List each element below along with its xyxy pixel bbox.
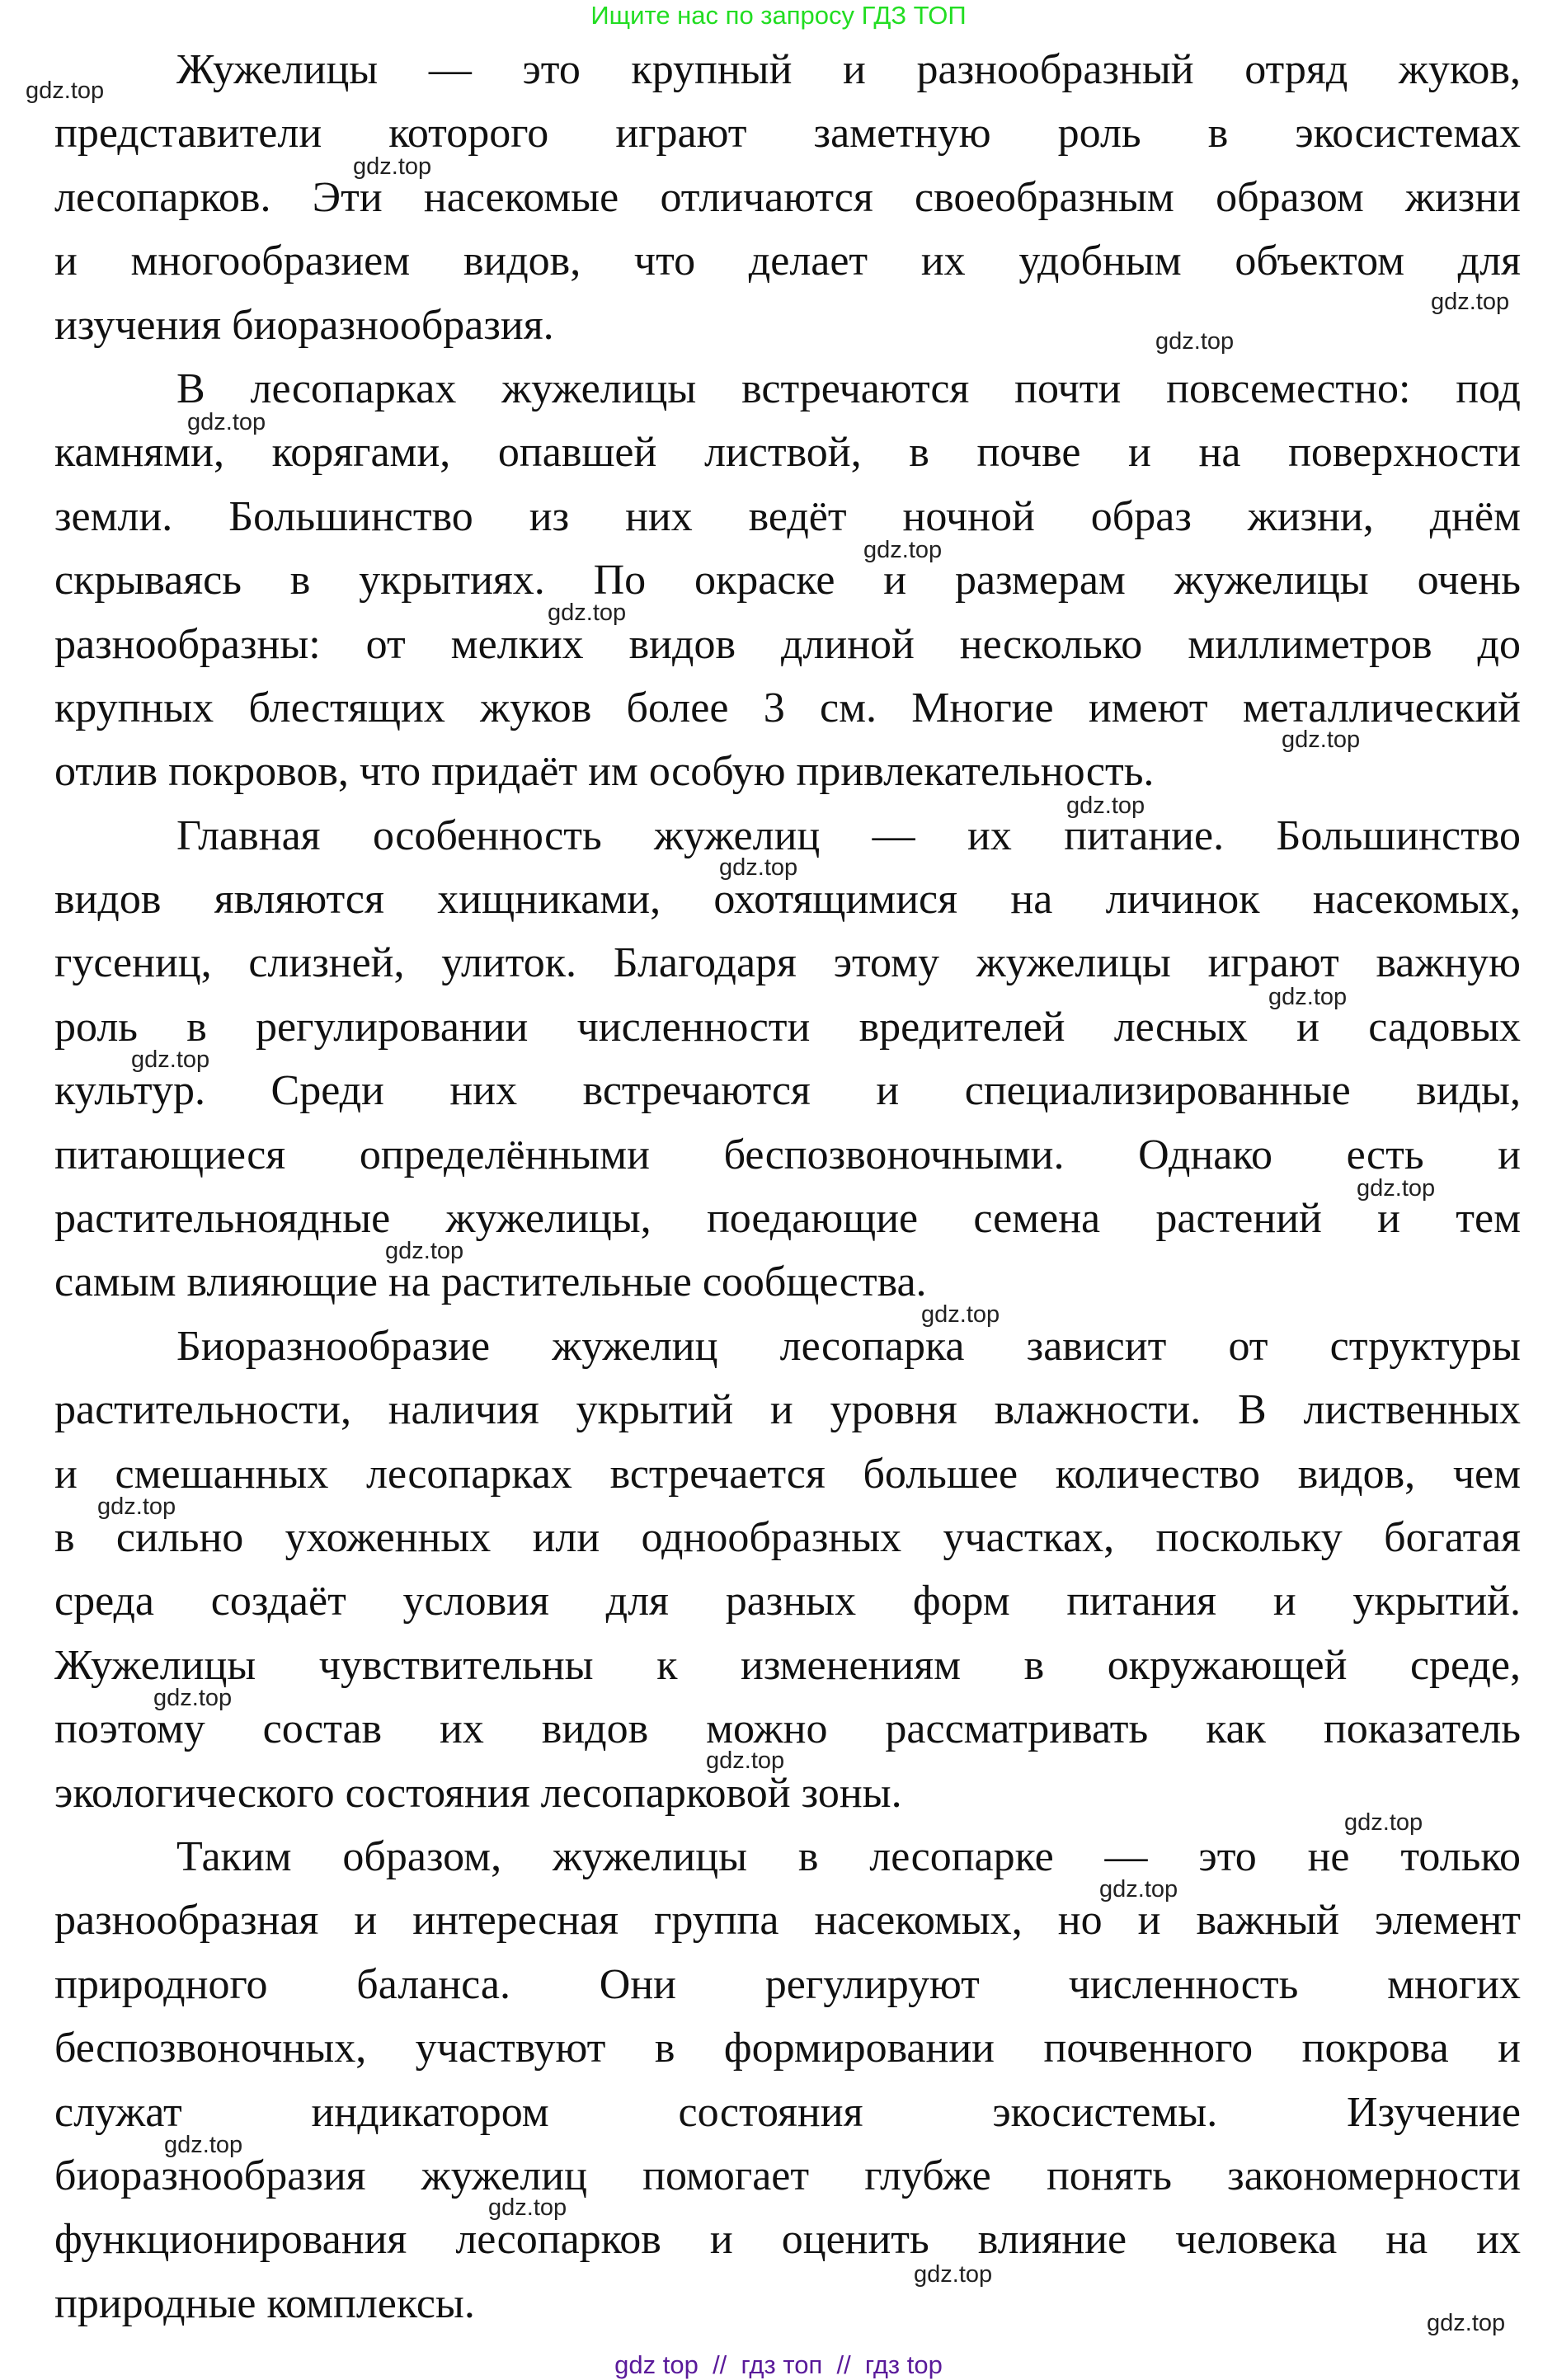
text-line: роль в регулировании численности вредителей лесных и садовых	[54, 1003, 1521, 1051]
watermark: gdz.top	[1427, 2310, 1506, 2336]
search-hint-banner: Ищите нас по запросу ГДЗ ТОП	[590, 1, 967, 30]
text-line: земли. Большинство из них ведёт ночной образ жизни, днём	[54, 492, 1521, 540]
watermark: gdz.top	[131, 1047, 210, 1073]
text-line: Жужелицы чувствительны к изменениям в окружающей среде,	[54, 1641, 1521, 1689]
text-line: лесопарков. Эти насекомые отличаются своеобразным образом жизни	[54, 173, 1521, 221]
text-line: природного баланса. Они регулируют численность многих	[54, 1960, 1521, 2008]
text-line: природные комплексы.	[54, 2279, 475, 2327]
watermark: gdz.top	[1357, 1175, 1436, 1202]
text-line: Жужелицы — это крупный и разнообразный отряд жуков,	[176, 46, 1521, 93]
text-line: и многообразием видов, что делает их удобным объектом для	[54, 238, 1521, 285]
watermark: gdz.top	[706, 1747, 785, 1774]
watermark: gdz.top	[1099, 1876, 1178, 1903]
text-line: скрываясь в укрытиях. По окраске и размерам жужелицы очень	[54, 557, 1521, 604]
text-line: изучения биоразнообразия.	[54, 301, 554, 349]
watermark: gdz.top	[97, 1493, 176, 1520]
watermark: gdz.top	[863, 537, 943, 563]
text-line: видов являются хищниками, охотящимися на личинок насекомых,	[54, 876, 1521, 924]
text-line: Главная особенность жужелиц — их питание. Большинство	[176, 811, 1521, 859]
watermark: gdz.top	[488, 2194, 567, 2221]
watermark: gdz.top	[164, 2132, 243, 2158]
text-line: функционирования лесопарков и оценить влияние человека на их	[54, 2216, 1521, 2264]
watermark: gdz.top	[153, 1685, 233, 1711]
watermark: gdz.top	[914, 2261, 993, 2288]
text-line: разнообразны: от мелких видов длиной несколько миллиметров до	[54, 620, 1521, 668]
watermark: gdz.top	[1282, 727, 1361, 753]
watermark: gdz.top	[719, 854, 798, 881]
watermark: gdz.top	[548, 600, 627, 626]
text-line: Биоразнообразие жужелиц лесопарка зависит от структуры	[176, 1322, 1521, 1370]
text-line: в сильно ухоженных или однообразных участках, поскольку богатая	[54, 1513, 1521, 1561]
text-line: поэтому состав их видов можно рассматривать как показатель	[54, 1705, 1521, 1753]
text-line: В лесопарках жужелицы встречаются почти повсеместно: под	[176, 365, 1521, 412]
text-line: гусениц, слизней, улиток. Благодаря этому жужелицы играют важную	[54, 939, 1521, 987]
watermark: gdz.top	[353, 153, 432, 180]
watermark: gdz.top	[187, 409, 266, 435]
text-line: разнообразная и интересная группа насекомых, но и важный элемент	[54, 1897, 1521, 1945]
text-line: Таким образом, жужелицы в лесопарке — это не только	[176, 1832, 1521, 1880]
text-line: самым влияющие на растительные сообщества.	[54, 1258, 927, 1306]
text-line: служат индикатором состояния экосистемы. Изучение	[54, 2088, 1521, 2136]
text-line: среда создаёт условия для разных форм питания и укрытий.	[54, 1578, 1521, 1625]
text-line: растительноядные жужелицы, поедающие семена растений и тем	[54, 1195, 1521, 1243]
text-line: экологического состояния лесопарковой зоны.	[54, 1769, 902, 1817]
watermark: gdz.top	[1431, 289, 1510, 315]
text-line: отлив покровов, что придаёт им особую привлекательность.	[54, 748, 1155, 796]
watermark: gdz.top	[1344, 1809, 1423, 1836]
text-line: культур. Среди них встречаются и специализированные виды,	[54, 1067, 1521, 1115]
text-line: биоразнообразия жужелиц помогает глубже понять закономерности	[54, 2152, 1521, 2199]
watermark: gdz.top	[921, 1301, 1000, 1328]
text-line: камнями, корягами, опавшей листвой, в почве и на поверхности	[54, 429, 1521, 477]
watermark: gdz.top	[26, 78, 105, 104]
text-line: питающиеся определёнными беспозвоночными. Однако есть и	[54, 1131, 1521, 1178]
watermark: gdz.top	[1268, 984, 1348, 1010]
watermark: gdz.top	[1155, 328, 1235, 355]
text-line: растительности, наличия укрытий и уровня влажности. В лиственных	[54, 1386, 1521, 1434]
text-line: представители которого играют заметную роль в экосистемах	[54, 110, 1521, 158]
text-line: и смешанных лесопарках встречается большее количество видов, чем	[54, 1450, 1521, 1498]
watermark: gdz.top	[1066, 793, 1145, 819]
footer-links[interactable]: gdz top // гдз топ // гдз top	[614, 2350, 943, 2379]
essay-text	[54, 38, 1521, 2335]
text-line: беспозвоночных, участвуют в формировании почвенного покрова и	[54, 2025, 1521, 2072]
text-line: крупных блестящих жуков более 3 см. Многие имеют металлический	[54, 684, 1521, 731]
watermark: gdz.top	[385, 1238, 464, 1264]
